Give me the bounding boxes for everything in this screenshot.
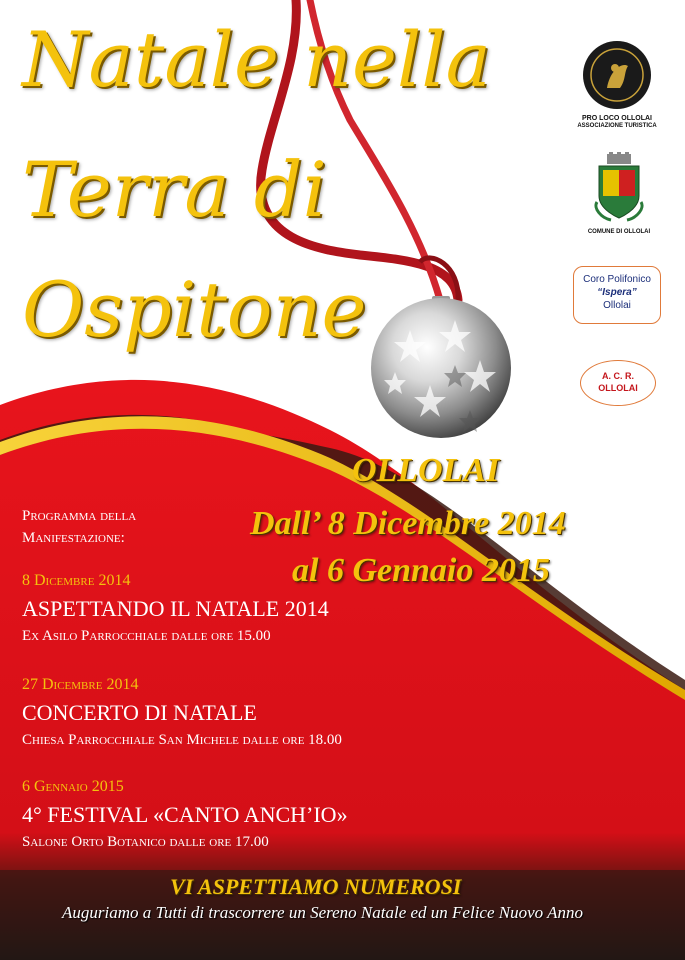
title-line-2: Terra di [22,145,327,234]
pro-loco-caption: PRO LOCO OLLOLAI [582,115,652,122]
pro-loco-emblem-icon [582,40,652,110]
pro-loco-logo [572,40,662,129]
event-3-name: 4° FESTIVAL «CANTO ANCH’IO» [22,802,348,827]
acr-line1: A. C. R. [601,371,634,381]
headline-dates-line2: al 6 Gennaio 2015 [292,552,550,589]
coro-line2: “Ispera” [597,287,637,298]
headline-dates-line1: Dall’ 8 Dicembre 2014 [250,505,566,542]
comune-logo [575,152,663,235]
comune-caption: COMUNE DI OLLOLAI [587,229,651,235]
event-1-detail: Ex Asilo Parrocchiale dalle ore 15.00 [22,628,271,644]
event-3-date: 6 Gennaio 2015 [22,778,124,795]
coro-polifonico-badge [573,266,661,324]
coro-line3: Ollolai [603,300,631,311]
event-2-detail: Chiesa Parrocchiale San Michele dalle ore 18.00 [22,732,342,748]
event-2-name: CONCERTO DI NATALE [22,700,257,725]
coat-of-arms-icon [591,152,647,224]
event-1-name: ASPETTANDO IL NATALE 2014 [22,596,329,621]
acr-badge [580,360,656,406]
event-3-detail: Salone Orto Botanico dalle ore 17.00 [22,834,269,850]
event-1-date: 8 Dicembre 2014 [22,572,131,589]
headline-place: OLLOLAI [352,452,500,489]
program-heading-line2: Manifestazione: [22,530,125,546]
acr-line2: OLLOLAI [598,383,638,394]
pro-loco-subcaption: ASSOCIAZIONE TURISTICA [577,123,657,130]
footer-invite: VI ASPETTIAMO NUMEROSI [170,874,462,899]
program-heading-line1: Programma della [22,508,137,524]
event-2-date: 27 Dicembre 2014 [22,676,139,693]
title-line-3: Ospitone [22,265,367,354]
coro-line1: Coro Polifonico [583,274,651,285]
footer-greeting: Auguriamo a Tutti di trascorrere un Sereno Natale ed un Felice Nuovo Anno [62,903,583,922]
title-line-1: Natale nella [22,15,491,104]
